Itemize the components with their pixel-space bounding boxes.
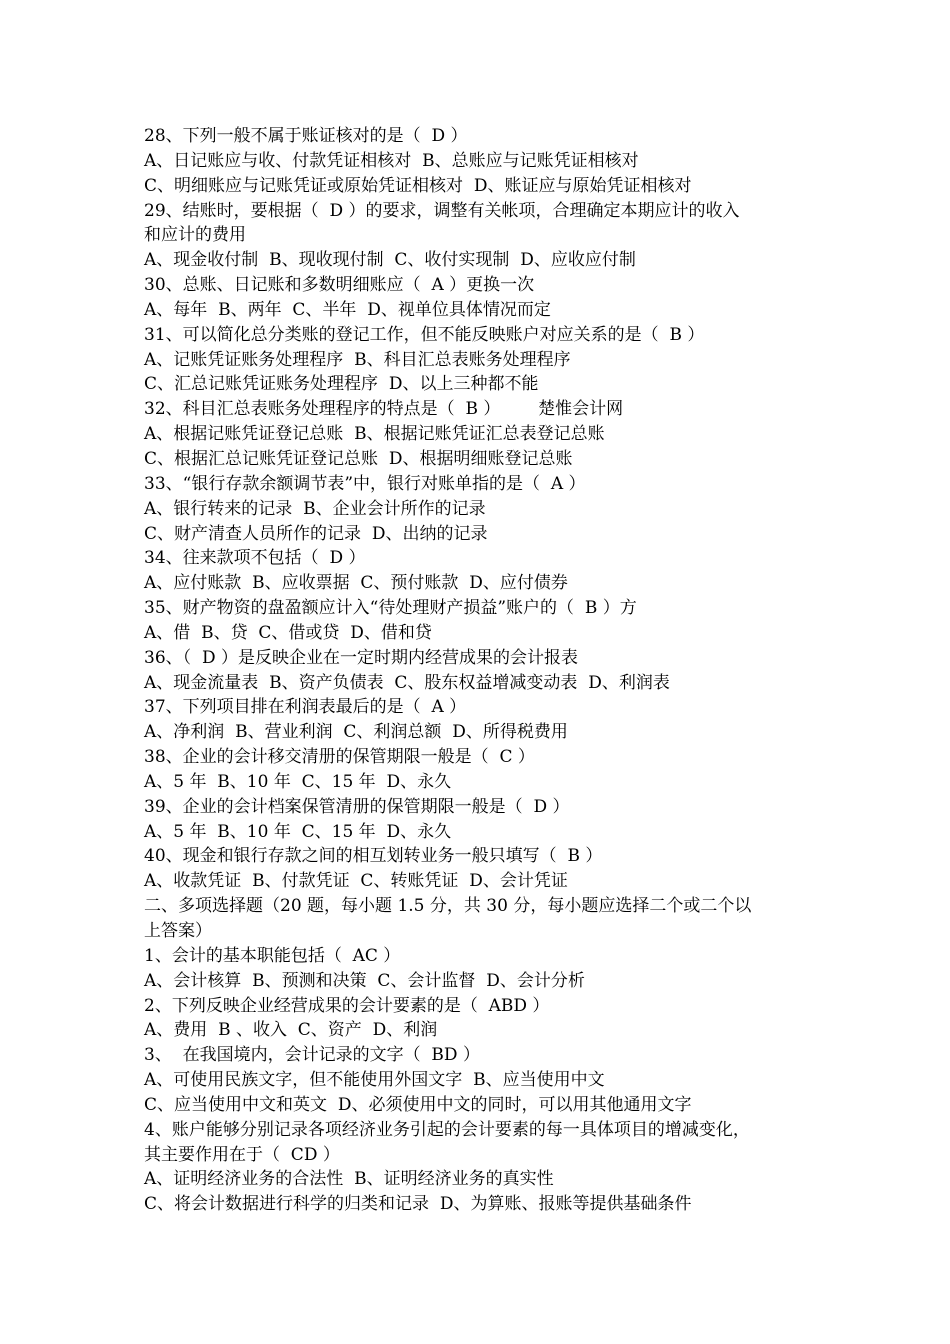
text-line: A、银行转来的记录 B、企业会计所作的记录 [144, 498, 486, 519]
document-body [144, 124, 834, 1217]
text-line: 39、企业的会计档案保管清册的保管期限一般是（ D ） [144, 796, 570, 817]
text-line: C、财产清查人员所作的记录 D、出纳的记录 [144, 523, 488, 544]
text-line: 3、 在我国境内，会计记录的文字（ BD ） [144, 1045, 480, 1066]
text-line: 2、下列反映企业经营成果的会计要素的是（ ABD ） [144, 995, 550, 1016]
text-line: 29、结账时，要根据（ D ）的要求，调整有关帐项，合理确定本期应计的收入 [144, 200, 740, 221]
text-line: 35、财产物资的盘盈额应计入“待处理财产损益”账户的（ B ）方 [144, 598, 637, 619]
text-line: 二、多项选择题（20 题，每小题 1.5 分，共 30 分，每小题应选择二个或二个以 [144, 896, 752, 917]
text-line: C、应当使用中文和英文 D、必须使用中文的同时，可以用其他通用文字 [144, 1094, 692, 1115]
text-line: 31、可以简化总分类账的登记工作，但不能反映账户对应关系的是（ B ） [144, 324, 705, 345]
text-line: C、根据汇总记账凭证登记总账 D、根据明细账登记总账 [144, 448, 573, 469]
text-line: A、费用 B 、收入 C、资产 D、利润 [144, 1020, 438, 1041]
text-line: A、日记账应与收、付款凭证相核对 B、总账应与记账凭证相核对 [144, 150, 639, 171]
text-line: C、汇总记账凭证账务处理程序 D、以上三种都不能 [144, 374, 539, 395]
text-line: A、证明经济业务的合法性 B、证明经济业务的真实性 [144, 1169, 554, 1190]
text-line: 32、科目汇总表账务处理程序的特点是（ B ） 楚惟会计网 [144, 399, 624, 420]
text-line: 30、总账、日记账和多数明细账应（ A ）更换一次 [144, 275, 535, 296]
text-line: 33、“银行存款余额调节表”中，银行对账单指的是（ A ） [144, 473, 586, 494]
text-line: C、将会计数据进行科学的归类和记录 D、为算账、报账等提供基础条件 [144, 1194, 692, 1215]
text-line: 1、会计的基本职能包括（ AC ） [144, 945, 401, 966]
text-line: A、会计核算 B、预测和决策 C、会计监督 D、会计分析 [144, 970, 585, 991]
text-line: A、借 B、贷 C、借或贷 D、借和贷 [144, 622, 432, 643]
text-line: A、5 年 B、10 年 C、15 年 D、永久 [144, 771, 452, 792]
text-line: A、现金流量表 B、资产负债表 C、股东权益增减变动表 D、利润表 [144, 672, 670, 693]
text-line: 34、往来款项不包括（ D ） [144, 548, 366, 569]
text-line: C、明细账应与记账凭证或原始凭证相核对 D、账证应与原始凭证相核对 [144, 175, 692, 196]
text-line: A、每年 B、两年 C、半年 D、视单位具体情况而定 [144, 299, 551, 320]
text-line: 36、（ D ）是反映企业在一定时期内经营成果的会计报表 [144, 647, 578, 668]
text-line: 28、下列一般不属于账证核对的是（ D ） [144, 126, 468, 146]
text-line: A、应付账款 B、应收票据 C、预付账款 D、应付债券 [144, 573, 568, 594]
text-line: A、根据记账凭证登记总账 B、根据记账凭证汇总表登记总账 [144, 424, 605, 445]
text-line: 38、企业的会计移交清册的保管期限一般是（ C ） [144, 747, 535, 768]
text-line: 37、下列项目排在利润表最后的是（ A ） [144, 697, 467, 718]
text-line: 4、账户能够分别记录各项经济业务引起的会计要素的每一具体项目的增减变化， [144, 1119, 750, 1140]
text-line: A、可使用民族文字，但不能使用外国文字 B、应当使用中文 [144, 1070, 605, 1091]
text-line: A、记账凭证账务处理程序 B、科目汇总表账务处理程序 [144, 349, 571, 370]
text-line: 上答案） [144, 921, 212, 941]
text-line: 其主要作用在于（ CD ） [144, 1144, 340, 1165]
text-line: A、收款凭证 B、付款凭证 C、转账凭证 D、会计凭证 [144, 871, 568, 892]
text-line: A、现金收付制 B、现收现付制 C、收付实现制 D、应收应付制 [144, 250, 636, 271]
text-line: A、5 年 B、10 年 C、15 年 D、永久 [144, 821, 452, 842]
text-line: 40、现金和银行存款之间的相互划转业务一般只填写（ B ） [144, 846, 603, 867]
text-line: A、净利润 B、营业利润 C、利润总额 D、所得税费用 [144, 722, 568, 743]
text-line: 和应计的费用 [144, 225, 246, 246]
